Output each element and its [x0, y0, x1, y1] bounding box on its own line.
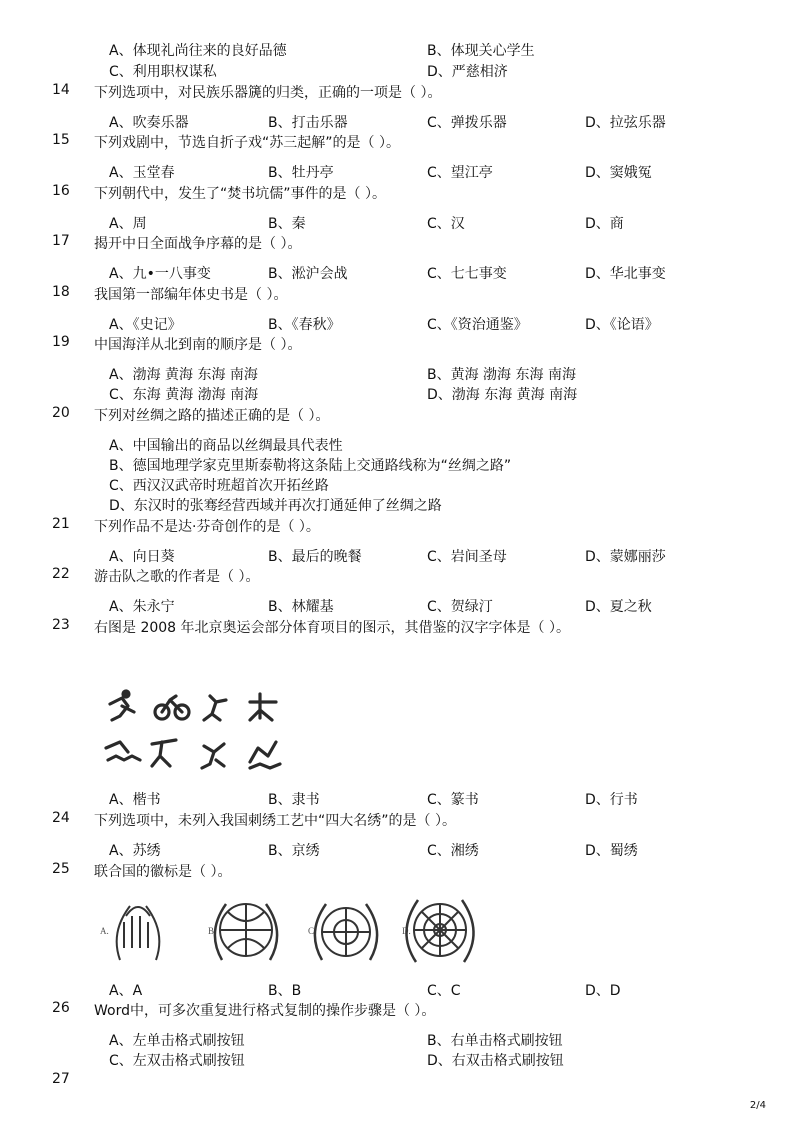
q21-number: 21: [52, 516, 70, 532]
q26-option-d: D、右双击格式刷按钮: [427, 1053, 564, 1069]
q15-stem: 下列戏剧中，节选自折子戏“苏三起解”的是（ ）。: [94, 135, 400, 151]
q20-option-a: A、中国输出的商品以丝绸最具代表性: [109, 438, 343, 454]
q19-number: 19: [52, 334, 70, 350]
q16-option-c: C、汉: [427, 216, 465, 232]
q18-option-c: C、《资治通鉴》: [427, 317, 528, 333]
q17-stem: 揭开中日全面战争序幕的是（ ）。: [94, 236, 302, 252]
q19-option-d: D、渤海 东海 黄海 南海: [427, 387, 578, 403]
q27-number: 27: [52, 1071, 70, 1087]
q21-option-c: C、岩间圣母: [427, 549, 507, 565]
q26-option-a: A、左单击格式刷按钮: [109, 1033, 245, 1049]
q20-stem: 下列对丝绸之路的描述正确的是（ ）。: [94, 408, 330, 424]
page-number: 2/4: [749, 1100, 766, 1111]
q15-option-b: B、牡丹亭: [268, 165, 334, 181]
emblem-label-d: D.: [402, 926, 411, 936]
q24-option-d: D、蜀绣: [585, 843, 638, 859]
q18-stem: 我国第一部编年体史书是（ ）。: [94, 287, 288, 303]
q23-option-c: C、篆书: [427, 792, 479, 808]
q20-option-b: B、德国地理学家克里斯泰勒将这条陆上交通路线称为“丝绸之路”: [109, 458, 512, 474]
q20-option-d: D、东汉时的张骞经营西域并再次打通延伸了丝绸之路: [109, 498, 442, 514]
q14-option-d: D、拉弦乐器: [585, 115, 666, 131]
q17-option-d: D、华北事变: [585, 266, 666, 282]
q14-stem: 下列选项中，对民族乐器篪的归类，正确的一项是（ ）。: [94, 85, 442, 101]
q14-option-a: A、吹奏乐器: [109, 115, 189, 131]
q23-number: 23: [52, 617, 70, 633]
q24-option-a: A、苏绣: [109, 843, 161, 859]
q23-stem: 右图是 2008 年北京奥运会部分体育项目的图示，其借鉴的汉字字体是（ ）。: [94, 620, 570, 636]
pictogram-athletics: [110, 691, 134, 720]
pictogram-diving: [250, 742, 280, 768]
q18-option-a: A、《史记》: [109, 317, 182, 333]
q22-option-b: B、林耀基: [268, 599, 334, 615]
q24-option-b: B、京绣: [268, 843, 320, 859]
q13-option-b: B、体现关心学生: [427, 43, 535, 59]
pictogram-archery: [250, 694, 276, 720]
q18-number: 18: [52, 284, 70, 300]
q25-option-d: D、D: [585, 983, 621, 999]
q19-option-b: B、黄海 渤海 东海 南海: [427, 367, 576, 383]
q24-number: 24: [52, 810, 70, 826]
q21-option-d: D、蒙娜丽莎: [585, 549, 666, 565]
olympic-pictograms-image: [100, 682, 300, 782]
q24-stem: 下列选项中，未列入我国刺绣工艺中“四大名绣”的是（ ）。: [94, 813, 456, 829]
q21-option-b: B、最后的晚餐: [268, 549, 362, 565]
q17-option-b: B、淞沪会战: [268, 266, 348, 282]
q20-number: 20: [52, 405, 70, 421]
q17-option-c: C、七七事变: [427, 266, 507, 282]
q23-option-a: A、楷书: [109, 792, 161, 808]
q16-stem: 下列朝代中，发生了“焚书坑儒”事件的是（ ）。: [94, 186, 386, 202]
q22-stem: 游击队之歌的作者是（ ）。: [94, 569, 260, 585]
q23-option-d: D、行书: [585, 792, 638, 808]
pictogram-gymnastics: [202, 744, 224, 768]
q25-number: 25: [52, 861, 70, 877]
q14-number: 14: [52, 82, 70, 98]
q13-option-d: D、严慈相济: [427, 64, 508, 80]
q22-number: 22: [52, 566, 70, 582]
q19-option-a: A、渤海 黄海 东海 南海: [109, 367, 258, 383]
q26-stem: Word中，可多次重复进行格式复制的操作步骤是（ ）。: [94, 1003, 436, 1019]
q16-option-a: A、周: [109, 216, 147, 232]
q21-stem: 下列作品不是达·芬奇创作的是（ ）。: [94, 519, 320, 535]
emblem-d: [406, 900, 473, 962]
q17-option-a: A、九•一八事变: [109, 266, 211, 282]
q14-option-b: B、打击乐器: [268, 115, 348, 131]
pictogram-cycling: [155, 696, 189, 719]
q18-option-d: D、《论语》: [585, 317, 659, 333]
pictogram-swimming: [106, 742, 140, 760]
q18-option-b: B、《春秋》: [268, 317, 341, 333]
q26-option-b: B、右单击格式刷按钮: [427, 1033, 563, 1049]
emblem-b: [215, 904, 277, 960]
q24-option-c: C、湘绣: [427, 843, 479, 859]
q16-number: 16: [52, 183, 70, 199]
emblem-label-a: A.: [100, 926, 109, 936]
emblem-label-c: C.: [308, 926, 317, 936]
q21-option-a: A、向日葵: [109, 549, 175, 565]
q19-option-c: C、东海 黄海 渤海 南海: [109, 387, 259, 403]
emblem-c: [315, 904, 377, 960]
q17-number: 17: [52, 233, 70, 249]
q15-number: 15: [52, 132, 70, 148]
q14-option-c: C、弹拨乐器: [427, 115, 507, 131]
q16-option-b: B、秦: [268, 216, 306, 232]
emblem-a: [117, 906, 160, 960]
q15-option-d: D、窦娥冤: [585, 165, 652, 181]
q22-option-d: D、夏之秋: [585, 599, 652, 615]
q22-option-c: C、贺绿汀: [427, 599, 493, 615]
q25-option-c: C、C: [427, 983, 461, 999]
q20-option-c: C、西汉汉武帝时班超首次开拓丝路: [109, 478, 329, 494]
q13-option-a: A、体现礼尚往来的良好品德: [109, 43, 287, 59]
q26-option-c: C、左双击格式刷按钮: [109, 1053, 245, 1069]
un-emblem-options-image: [96, 888, 496, 974]
pictogram-weightlifting: [152, 740, 176, 766]
pictogram-fencing: [204, 696, 226, 720]
q26-number: 26: [52, 1000, 70, 1016]
q15-option-a: A、玉堂春: [109, 165, 175, 181]
q22-option-a: A、朱永宁: [109, 599, 175, 615]
q16-option-d: D、商: [585, 216, 624, 232]
q15-option-c: C、望江亭: [427, 165, 493, 181]
q13-option-c: C、利用职权谋私: [109, 64, 217, 80]
q25-stem: 联合国的徽标是（ ）。: [94, 864, 232, 880]
q23-option-b: B、隶书: [268, 792, 320, 808]
q25-option-b: B、B: [268, 983, 302, 999]
emblem-label-b: B.: [208, 926, 217, 936]
q25-option-a: A、A: [109, 983, 143, 999]
q19-stem: 中国海洋从北到南的顺序是（ ）。: [94, 337, 302, 353]
